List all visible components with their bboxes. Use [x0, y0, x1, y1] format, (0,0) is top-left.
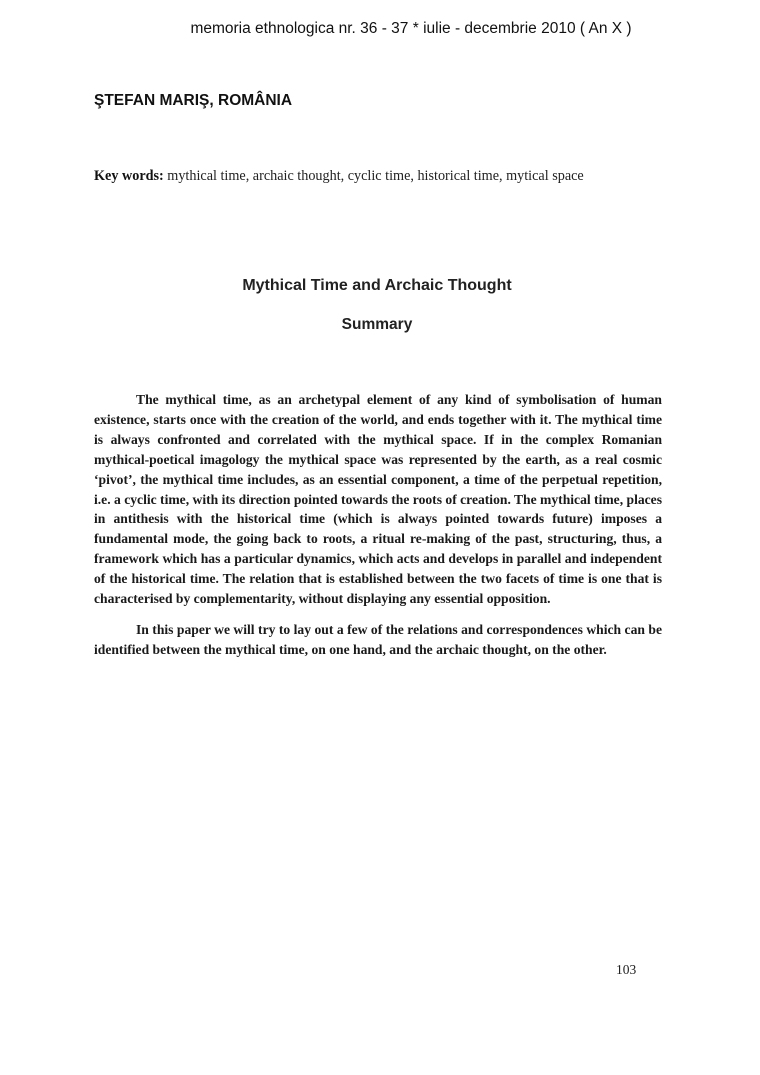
- article-title: Mythical Time and Archaic Thought: [242, 277, 512, 294]
- summary-paragraph-2: In this paper we will try to lay out a few of the relations and correspondences which can be identified between the mythical time, on one hand, and the archaic thought, on the other.: [94, 622, 662, 657]
- keywords-text: mythical time, archaic thought, cyclic time, historical time, mytical space: [163, 168, 584, 184]
- summary-paragraph-1: The mythical time, as an archetypal element of any kind of symbolisation of human existence, starts once with the creation of the world, and ends together with it. The mythical time is always confronted and correlated with the mythical space. If in the complex Romanian mythical-poetical imagology the mythical space was represented by the earth, as a real cosmic ‘pivot’, the mythical time includes, as an essential component, a time of the perpetual repetition, i.e. a cyclic time, with its direction pointed towards the roots of creation. The mythical time, places in antithesis with the historical time (which is always pointed towards future) imposes a fundamental mode, the going back to roots, a ritual re-making of the past, structuring, thus, a framework which has a particular dynamics, which acts and develops in parallel and independent of the historical time. The relation that is established between the two facets of time is one that is characterised by complementarity, without displaying any essential opposition.: [94, 392, 662, 607]
- keywords-label: Key words:: [94, 168, 164, 184]
- page-number: 103: [616, 962, 637, 977]
- author-line: ŞTEFAN MARIŞ, ROMÂNIA: [94, 92, 293, 109]
- running-header: memoria ethnologica nr. 36 - 37 * iulie - decembrie 2010 ( An X ): [190, 20, 632, 37]
- keywords-line: [94, 168, 584, 185]
- section-heading-summary: Summary: [341, 316, 413, 333]
